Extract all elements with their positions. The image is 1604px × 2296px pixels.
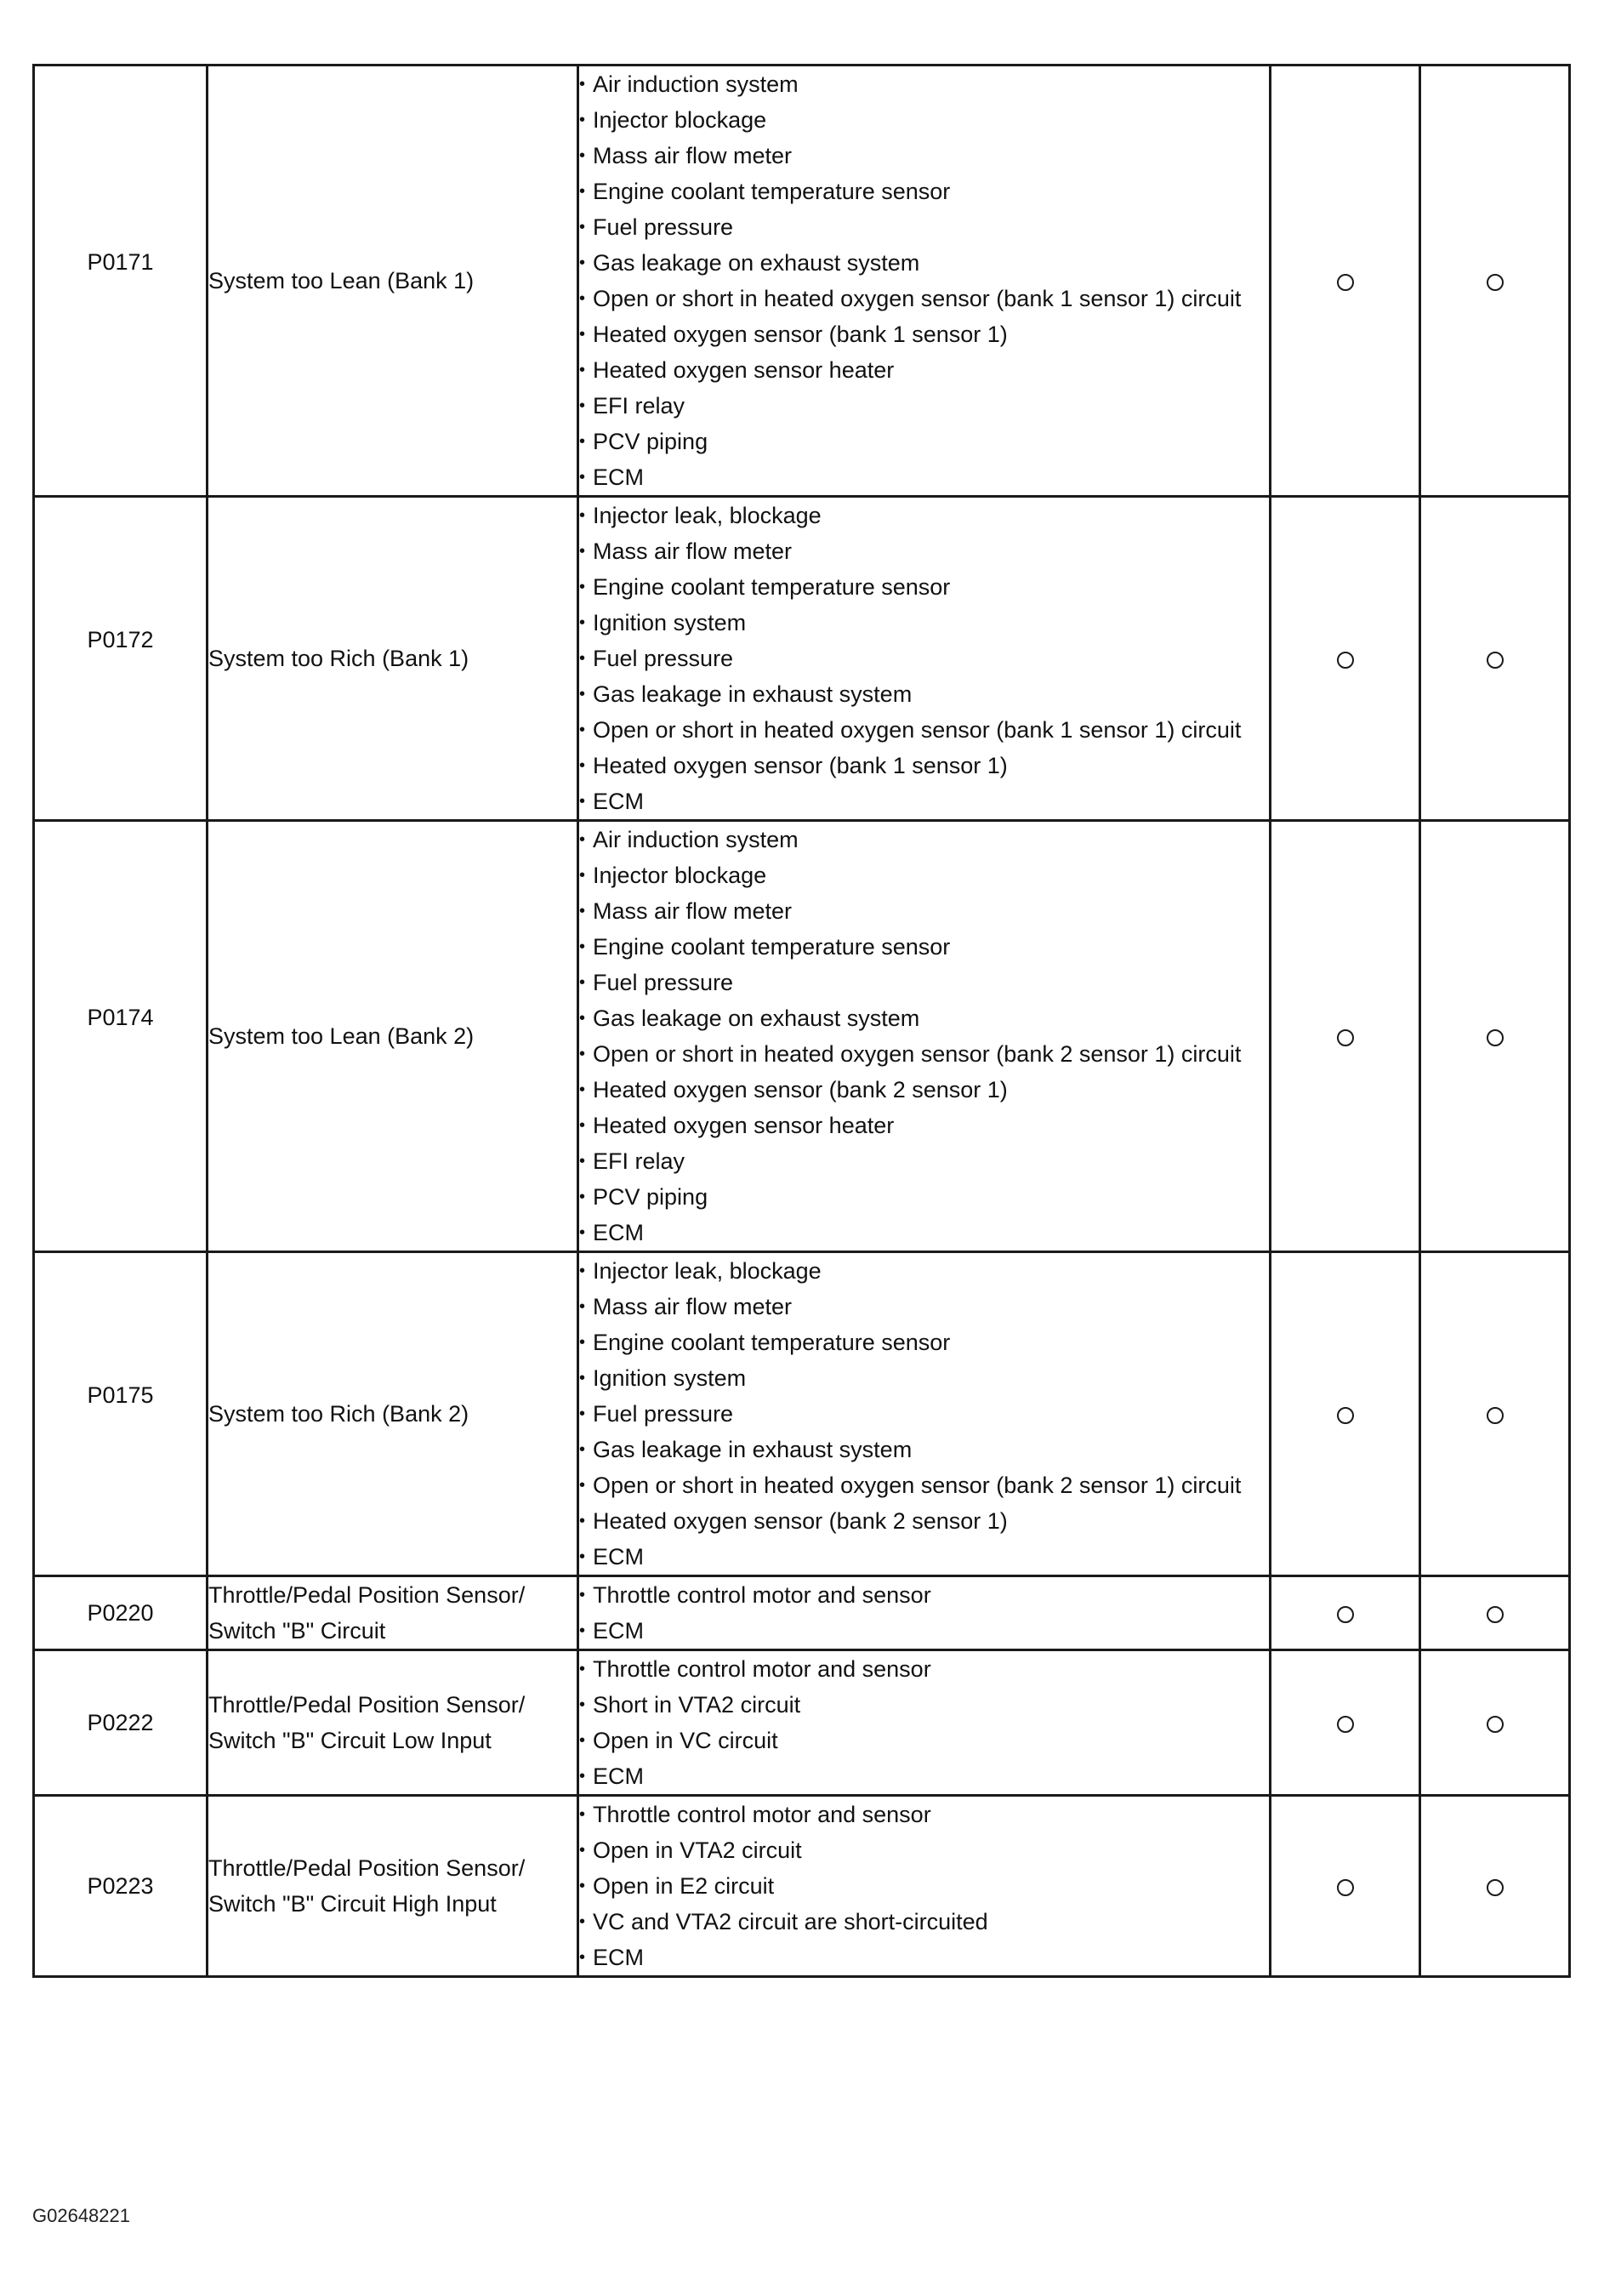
bullet-icon: • — [579, 1116, 586, 1135]
table-row — [34, 821, 1570, 1252]
trouble-area-text: Open in VC circuit — [593, 1728, 778, 1753]
trouble-area-cell — [578, 821, 1271, 1252]
trouble-area-text: Injector blockage — [593, 863, 767, 888]
bullet-icon: • — [579, 685, 586, 704]
trouble-area-text: Heated oxygen sensor heater — [593, 357, 895, 383]
trouble-area-text: Throttle control motor and sensor — [593, 1582, 931, 1608]
list-item — [579, 1432, 1269, 1467]
list-item — [579, 1651, 1269, 1687]
detection-item-cell — [208, 821, 578, 1252]
trouble-area-text: ECM — [593, 1945, 644, 1970]
memory-circle-icon — [1487, 274, 1504, 291]
bullet-icon: • — [579, 1152, 586, 1171]
trouble-area-text: Heated oxygen sensor (bank 2 sensor 1) — [593, 1077, 1008, 1102]
list-item — [579, 893, 1269, 929]
trouble-area-text: Fuel pressure — [593, 646, 734, 671]
bullet-icon: • — [579, 1948, 586, 1967]
trouble-area-text: Heated oxygen sensor (bank 1 sensor 1) — [593, 753, 1008, 778]
list-item — [579, 459, 1269, 495]
dtc-code-cell — [34, 1796, 208, 1977]
bullet-icon: • — [579, 1877, 586, 1895]
trouble-area-text: Open or short in heated oxygen sensor (bank 2 sensor 1) circuit — [593, 1473, 1242, 1498]
dtc-code: P0172 — [87, 627, 154, 652]
trouble-area-text: Open or short in heated oxygen sensor (bank 1 sensor 1) circuit — [593, 717, 1242, 743]
trouble-area-text: Gas leakage on exhaust system — [593, 250, 920, 276]
detection-item: System too Rich (Bank 2) — [208, 1401, 469, 1427]
memory-cell — [1420, 1576, 1570, 1650]
list-item — [579, 1215, 1269, 1251]
trouble-area-text: Injector blockage — [593, 107, 767, 133]
list-item — [579, 1467, 1269, 1503]
mil-circle-icon — [1337, 1606, 1354, 1623]
list-item — [579, 281, 1269, 316]
trouble-area-list — [579, 1577, 1269, 1649]
trouble-area-text: Injector leak, blockage — [593, 503, 822, 528]
detection-item-cell — [208, 1576, 578, 1650]
bullet-icon: • — [579, 1695, 586, 1714]
list-item — [579, 965, 1269, 1000]
mil-cell — [1271, 821, 1420, 1252]
dtc-code: P0171 — [87, 249, 154, 275]
list-item — [579, 1108, 1269, 1143]
bullet-icon: • — [579, 721, 586, 739]
list-item — [579, 1940, 1269, 1975]
bullet-icon: • — [579, 1404, 586, 1423]
detection-item-cell — [208, 66, 578, 497]
trouble-area-text: Engine coolant temperature sensor — [593, 574, 951, 600]
bullet-icon: • — [579, 1188, 586, 1206]
bullet-icon: • — [579, 830, 586, 849]
trouble-area-text: Fuel pressure — [593, 970, 734, 995]
bullet-icon: • — [579, 1333, 586, 1352]
trouble-area-text: Gas leakage in exhaust system — [593, 681, 913, 707]
trouble-area-text: Mass air flow meter — [593, 538, 793, 564]
trouble-area-text: Mass air flow meter — [593, 143, 793, 168]
list-item — [579, 424, 1269, 459]
dtc-code-cell — [34, 1252, 208, 1576]
memory-cell — [1420, 1796, 1570, 1977]
list-item — [579, 676, 1269, 712]
trouble-area-text: Mass air flow meter — [593, 1294, 793, 1319]
list-item — [579, 1289, 1269, 1325]
list-item — [579, 1613, 1269, 1649]
bullet-icon: • — [579, 396, 586, 415]
memory-cell — [1420, 1650, 1570, 1796]
list-item — [579, 1868, 1269, 1904]
mil-circle-icon — [1337, 1879, 1354, 1896]
trouble-area-text: Short in VTA2 circuit — [593, 1692, 801, 1718]
bullet-icon: • — [579, 1731, 586, 1750]
trouble-area-text: ECM — [593, 1220, 644, 1245]
table-row — [34, 1252, 1570, 1576]
table-row — [34, 66, 1570, 497]
dtc-code: P0223 — [87, 1873, 154, 1899]
trouble-area-text: Mass air flow meter — [593, 898, 793, 924]
mil-cell — [1271, 66, 1420, 497]
list-item — [579, 1253, 1269, 1289]
bullet-icon: • — [579, 937, 586, 956]
dtc-code-cell — [34, 821, 208, 1252]
trouble-area-list — [579, 498, 1269, 819]
mil-cell — [1271, 1650, 1420, 1796]
table-row — [34, 1576, 1570, 1650]
bullet-icon: • — [579, 361, 586, 379]
table-row — [34, 497, 1570, 821]
dtc-table-body — [34, 66, 1570, 1977]
bullet-icon: • — [579, 1476, 586, 1495]
trouble-area-text: Gas leakage in exhaust system — [593, 1437, 913, 1462]
figure-id: G02648221 — [32, 2205, 130, 2226]
bullet-icon: • — [579, 1512, 586, 1530]
bullet-icon: • — [579, 756, 586, 775]
memory-circle-icon — [1487, 1879, 1504, 1896]
trouble-area-list — [579, 66, 1269, 495]
mil-cell — [1271, 1576, 1420, 1650]
bullet-icon: • — [579, 1223, 586, 1242]
bullet-icon: • — [579, 146, 586, 165]
trouble-area-text: Open or short in heated oxygen sensor (bank 1 sensor 1) circuit — [593, 286, 1242, 311]
list-item — [579, 1503, 1269, 1539]
bullet-icon: • — [579, 506, 586, 525]
detection-item: Throttle/Pedal Position Sensor/ Switch "B" Circuit Low Input — [208, 1692, 526, 1753]
trouble-area-text: EFI relay — [593, 1148, 685, 1174]
list-item — [579, 1758, 1269, 1794]
list-item — [579, 1000, 1269, 1036]
list-item — [579, 1904, 1269, 1940]
bullet-icon: • — [579, 1045, 586, 1063]
trouble-area-list — [579, 822, 1269, 1251]
mil-circle-icon — [1337, 652, 1354, 669]
dtc-code: P0220 — [87, 1600, 154, 1626]
list-item — [579, 174, 1269, 209]
trouble-area-text: Heated oxygen sensor (bank 1 sensor 1) — [593, 322, 1008, 347]
mil-circle-icon — [1337, 274, 1354, 291]
dtc-code-cell — [34, 1576, 208, 1650]
bullet-icon: • — [579, 866, 586, 885]
list-item — [579, 102, 1269, 138]
detection-item: Throttle/Pedal Position Sensor/ Switch "B" Circuit High Input — [208, 1855, 526, 1917]
memory-circle-icon — [1487, 1029, 1504, 1046]
list-item — [579, 1072, 1269, 1108]
trouble-area-text: EFI relay — [593, 393, 685, 419]
memory-cell — [1420, 821, 1570, 1252]
list-item — [579, 1360, 1269, 1396]
trouble-area-cell — [578, 1252, 1271, 1576]
memory-cell — [1420, 66, 1570, 497]
trouble-area-text: ECM — [593, 464, 644, 490]
list-item — [579, 533, 1269, 569]
dtc-code-cell — [34, 497, 208, 821]
list-item — [579, 1539, 1269, 1575]
trouble-area-text: Open in VTA2 circuit — [593, 1837, 802, 1863]
bullet-icon: • — [579, 1805, 586, 1824]
bullet-icon: • — [579, 111, 586, 129]
trouble-area-text: PCV piping — [593, 1184, 708, 1210]
trouble-area-text: Injector leak, blockage — [593, 1258, 822, 1284]
list-item — [579, 316, 1269, 352]
memory-circle-icon — [1487, 652, 1504, 669]
bullet-icon: • — [579, 289, 586, 308]
bullet-icon: • — [579, 432, 586, 451]
trouble-area-list — [579, 1253, 1269, 1575]
list-item — [579, 1723, 1269, 1758]
list-item — [579, 209, 1269, 245]
detection-item: Throttle/Pedal Position Sensor/ Switch "B" Circuit — [208, 1582, 526, 1644]
bullet-icon: • — [579, 1767, 586, 1786]
bullet-icon: • — [579, 254, 586, 272]
bullet-icon: • — [579, 613, 586, 632]
trouble-area-text: Ignition system — [593, 610, 747, 635]
list-item — [579, 1325, 1269, 1360]
trouble-area-text: VC and VTA2 circuit are short-circuited — [593, 1909, 988, 1934]
list-item — [579, 783, 1269, 819]
bullet-icon: • — [579, 1912, 586, 1931]
list-item — [579, 1179, 1269, 1215]
list-item — [579, 1687, 1269, 1723]
dtc-code: P0175 — [87, 1382, 154, 1408]
detection-item-cell — [208, 1252, 578, 1576]
trouble-area-text: Air induction system — [593, 827, 799, 852]
dtc-code: P0222 — [87, 1710, 154, 1735]
bullet-icon: • — [579, 218, 586, 236]
detection-item-cell — [208, 497, 578, 821]
list-item — [579, 748, 1269, 783]
trouble-area-text: Throttle control motor and sensor — [593, 1656, 931, 1682]
list-item — [579, 352, 1269, 388]
list-item — [579, 569, 1269, 605]
mil-circle-icon — [1337, 1716, 1354, 1733]
trouble-area-list — [579, 1797, 1269, 1975]
trouble-area-text: Heated oxygen sensor (bank 2 sensor 1) — [593, 1508, 1008, 1534]
trouble-area-text: Open or short in heated oxygen sensor (bank 2 sensor 1) circuit — [593, 1041, 1242, 1067]
detection-item-cell — [208, 1650, 578, 1796]
list-item — [579, 605, 1269, 641]
trouble-area-text: Engine coolant temperature sensor — [593, 934, 951, 960]
memory-cell — [1420, 1252, 1570, 1576]
list-item — [579, 1577, 1269, 1613]
table-row — [34, 1796, 1570, 1977]
bullet-icon: • — [579, 75, 586, 94]
detection-item: System too Lean (Bank 2) — [208, 1023, 475, 1049]
trouble-area-text: Ignition system — [593, 1365, 747, 1391]
trouble-area-cell — [578, 1796, 1271, 1977]
detection-item: System too Rich (Bank 1) — [208, 646, 469, 671]
bullet-icon: • — [579, 1297, 586, 1316]
bullet-icon: • — [579, 649, 586, 668]
mil-cell — [1271, 1796, 1420, 1977]
trouble-area-text: Engine coolant temperature sensor — [593, 1330, 951, 1355]
bullet-icon: • — [579, 1547, 586, 1566]
mil-cell — [1271, 497, 1420, 821]
trouble-area-text: ECM — [593, 1618, 644, 1644]
table-row — [34, 1650, 1570, 1796]
list-item — [579, 1143, 1269, 1179]
mil-cell — [1271, 1252, 1420, 1576]
trouble-area-text: ECM — [593, 789, 644, 814]
mil-circle-icon — [1337, 1407, 1354, 1424]
bullet-icon: • — [579, 1369, 586, 1387]
mil-circle-icon — [1337, 1029, 1354, 1046]
trouble-area-text: Throttle control motor and sensor — [593, 1802, 931, 1827]
list-item — [579, 66, 1269, 102]
bullet-icon: • — [579, 792, 586, 811]
dtc-code: P0174 — [87, 1005, 154, 1030]
trouble-area-text: ECM — [593, 1763, 644, 1789]
trouble-area-text: Gas leakage on exhaust system — [593, 1006, 920, 1031]
bullet-icon: • — [579, 1262, 586, 1280]
bullet-icon: • — [579, 1621, 586, 1640]
bullet-icon: • — [579, 1586, 586, 1604]
list-item — [579, 245, 1269, 281]
list-item — [579, 857, 1269, 893]
memory-circle-icon — [1487, 1716, 1504, 1733]
bullet-icon: • — [579, 325, 586, 344]
list-item — [579, 712, 1269, 748]
trouble-area-cell — [578, 1650, 1271, 1796]
trouble-area-list — [579, 1651, 1269, 1794]
bullet-icon: • — [579, 973, 586, 992]
list-item — [579, 641, 1269, 676]
bullet-icon: • — [579, 468, 586, 487]
trouble-area-text: Fuel pressure — [593, 1401, 734, 1427]
list-item — [579, 822, 1269, 857]
list-item — [579, 1036, 1269, 1072]
trouble-area-text: PCV piping — [593, 429, 708, 454]
trouble-area-text: Heated oxygen sensor heater — [593, 1113, 895, 1138]
list-item — [579, 138, 1269, 174]
list-item — [579, 388, 1269, 424]
detection-item: System too Lean (Bank 1) — [208, 268, 475, 293]
dtc-code-cell — [34, 66, 208, 497]
memory-circle-icon — [1487, 1606, 1504, 1623]
trouble-area-text: ECM — [593, 1544, 644, 1570]
detection-item-cell — [208, 1796, 578, 1977]
trouble-area-cell — [578, 1576, 1271, 1650]
bullet-icon: • — [579, 1080, 586, 1099]
list-item — [579, 498, 1269, 533]
trouble-area-text: Open in E2 circuit — [593, 1873, 775, 1899]
trouble-area-text: Fuel pressure — [593, 214, 734, 240]
bullet-icon: • — [579, 542, 586, 561]
bullet-icon: • — [579, 1440, 586, 1459]
bullet-icon: • — [579, 1660, 586, 1678]
dtc-code-cell — [34, 1650, 208, 1796]
bullet-icon: • — [579, 1841, 586, 1860]
bullet-icon: • — [579, 182, 586, 201]
memory-cell — [1420, 497, 1570, 821]
bullet-icon: • — [579, 578, 586, 596]
dtc-table — [32, 64, 1571, 1978]
list-item — [579, 1396, 1269, 1432]
list-item — [579, 1797, 1269, 1832]
list-item — [579, 1832, 1269, 1868]
trouble-area-text: Engine coolant temperature sensor — [593, 179, 951, 204]
bullet-icon: • — [579, 902, 586, 920]
trouble-area-cell — [578, 497, 1271, 821]
memory-circle-icon — [1487, 1407, 1504, 1424]
list-item — [579, 929, 1269, 965]
bullet-icon: • — [579, 1009, 586, 1028]
trouble-area-cell — [578, 66, 1271, 497]
trouble-area-text: Air induction system — [593, 71, 799, 97]
